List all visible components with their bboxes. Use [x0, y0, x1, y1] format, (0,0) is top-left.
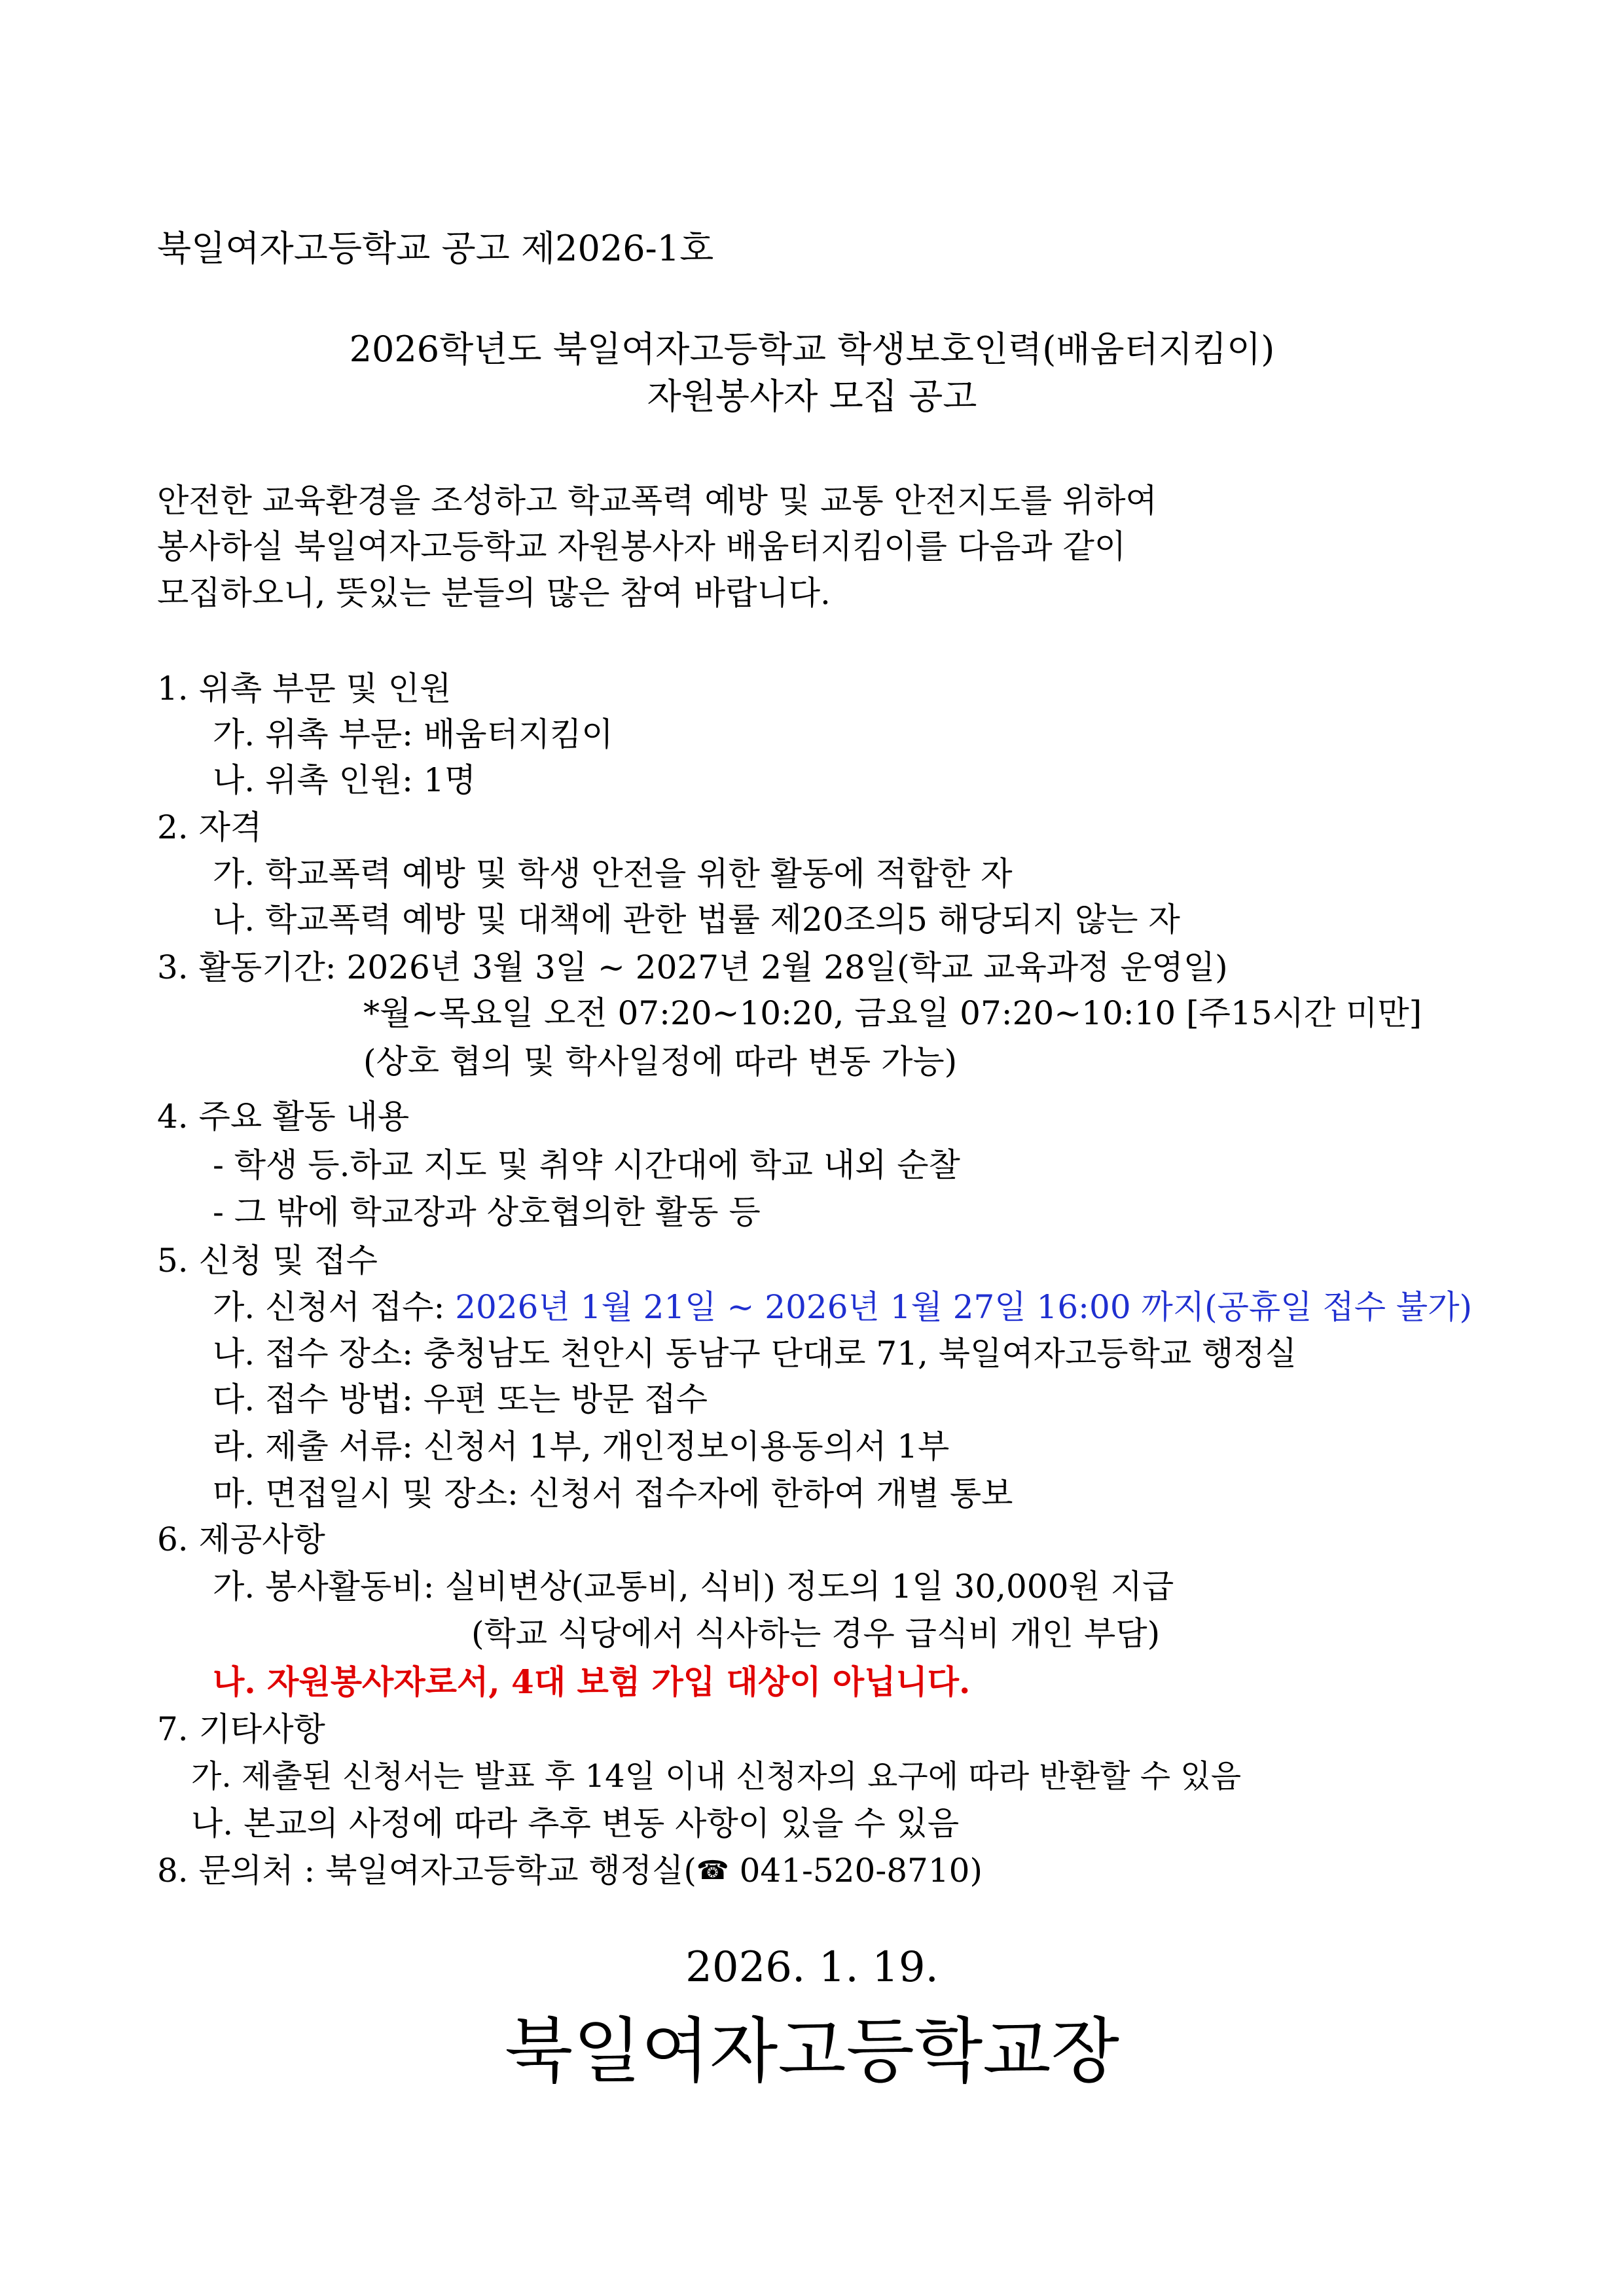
section-7-heading: 7. 기타사항	[157, 1710, 325, 1748]
section-7-item-a: 가. 제출된 신청서는 발표 후 14일 이내 신청자의 요구에 따라 반환할 수 있음	[191, 1758, 1242, 1795]
section-5-item-a	[213, 1287, 1472, 1327]
title-line-1: 2026학년도 북일여자고등학교 학생보호인력(배움터지킴이)	[349, 329, 1275, 370]
section-2-heading: 2. 자격	[157, 808, 262, 846]
notice-date: 2026. 1. 19.	[685, 1943, 939, 1992]
section-4-item-b: - 그 밖에 학교장과 상호협의한 활동 등	[213, 1193, 761, 1231]
principal-signature: 북일여자고등학교장	[505, 2011, 1119, 2092]
section-7-item-b: 나. 본교의 사정에 따라 추후 변동 사항이 있을 수 있음	[191, 1804, 960, 1842]
section-1-item-a: 가. 위촉 부문: 배움터지킴이	[213, 715, 613, 753]
section-5-item-c: 다. 접수 방법: 우편 또는 방문 접수	[213, 1380, 708, 1418]
section-1-item-b: 나. 위촉 인원: 1명	[213, 761, 477, 799]
section-5-item-e: 마. 면접일시 및 장소: 신청서 접수자에 한하여 개별 통보	[213, 1475, 1013, 1513]
section-5-item-d: 라. 제출 서류: 신청서 1부, 개인정보이용동의서 1부	[213, 1427, 950, 1465]
section-5-item-a-label: 가. 신청서 접수:	[213, 1288, 456, 1326]
insurance-warning: 나. 자원봉사자로서, 4대 보험 가입 대상이 아닙니다.	[213, 1662, 971, 1701]
section-5-item-b: 나. 접수 장소: 충청남도 천안시 동남구 단대로 71, 북일여자고등학교 행정실	[213, 1335, 1297, 1372]
telephone-icon: ☎	[696, 1856, 729, 1886]
section-4-item-a: - 학생 등.하교 지도 및 취약 시간대에 학교 내외 순찰	[213, 1146, 960, 1184]
section-8-contact	[157, 1851, 983, 1890]
application-deadline: 2026년 1월 21일 ~ 2026년 1월 27일 16:00 까지(공휴일 접수 불가)	[455, 1288, 1473, 1326]
section-2-item-a: 가. 학교폭력 예방 및 학생 안전을 위한 활동에 적합한 자	[213, 855, 1013, 893]
section-3-note-2: (상호 협의 및 학사일정에 따라 변동 가능)	[363, 1043, 958, 1081]
contact-label: 8. 문의처 : 북일여자고등학교 행정실(	[157, 1852, 696, 1890]
notice-number: 북일여자고등학교 공고 제2026-1호	[157, 228, 714, 269]
section-6-heading: 6. 제공사항	[157, 1520, 325, 1558]
contact-phone: 041-520-8710	[739, 1852, 970, 1890]
title-line-2: 자원봉사자 모집 공고	[647, 376, 977, 417]
section-2-item-b: 나. 학교폭력 예방 및 대책에 관한 법률 제20조의5 해당되지 않는 자	[213, 901, 1180, 939]
section-6-item-a: 가. 봉사활동비: 실비변상(교통비, 식비) 정도의 1일 30,000원 지급	[213, 1568, 1174, 1605]
intro-line-3: 모집하오니, 뜻있는 분들의 많은 참여 바랍니다.	[157, 574, 831, 612]
section-6-item-a-note: (학교 식당에서 식사하는 경우 급식비 개인 부담)	[471, 1615, 1161, 1653]
section-4-heading: 4. 주요 활동 내용	[157, 1098, 410, 1136]
intro-line-1: 안전한 교육환경을 조성하고 학교폭력 예방 및 교통 안전지도를 위하여	[157, 482, 1157, 520]
section-1-heading: 1. 위촉 부문 및 인원	[157, 670, 452, 708]
section-5-heading: 5. 신청 및 접수	[157, 1242, 378, 1280]
section-3-note-1: *월~목요일 오전 07:20~10:20, 금요일 07:20~10:10 [주15시간 미만]	[363, 994, 1422, 1032]
contact-close: )	[969, 1852, 983, 1890]
section-3-heading: 3. 활동기간: 2026년 3월 3일 ~ 2027년 2월 28일(학교 교육과정 운영일)	[157, 948, 1228, 986]
intro-line-2: 봉사하실 북일여자고등학교 자원봉사자 배움터지킴이를 다음과 같이	[157, 528, 1127, 565]
